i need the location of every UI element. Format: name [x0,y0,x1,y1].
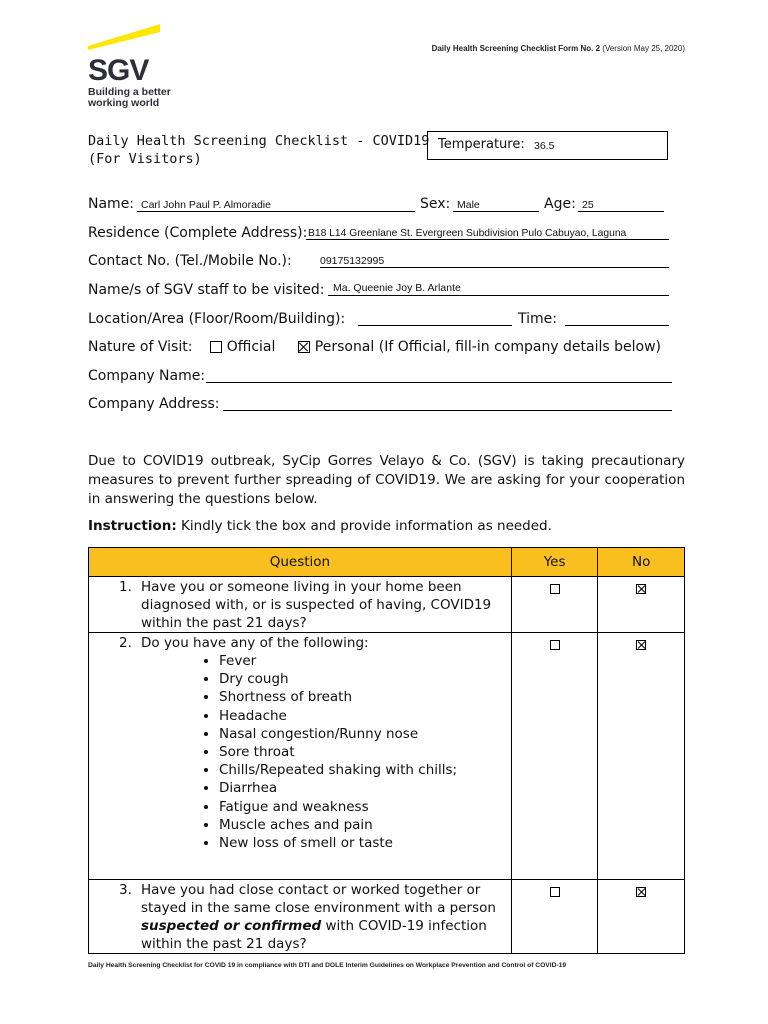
company-name-field[interactable] [206,368,672,383]
age-field[interactable]: 25 [578,197,664,212]
list-item: • Sore throat [219,743,511,761]
instruction: Instruction: Kindly tick the box and provide information as needed. [88,518,552,534]
name-label: Name: [88,196,135,212]
q3-yes-cell [511,880,598,954]
official-checkbox[interactable] [210,341,222,353]
sgv-logo: SGV [88,54,149,87]
q1-no-checkbox[interactable] [636,584,646,594]
staff-label: Name/s of SGV staff to be visited: [88,282,325,298]
q2-yes-checkbox[interactable] [550,640,560,650]
list-item: • Fatigue and weakness [219,798,511,816]
list-item: • Muscle aches and pain [219,816,511,834]
residence-field[interactable]: B18 L14 Greenlane St. Evergreen Subdivision Pulo Cabuyao, Laguna [306,225,669,240]
table-header-row [89,548,685,577]
list-item: • New loss of smell or taste [219,834,511,852]
name-row [88,196,134,212]
q3-no-cell [598,880,685,954]
temperature-value: 36.5 [534,140,555,152]
q3-no-checkbox[interactable] [636,887,646,897]
logo-tagline: Building a better working world [88,86,171,109]
q1-yes-cell [511,577,598,633]
location-label: Location/Area (Floor/Room/Building): [88,311,346,327]
staff-field[interactable]: Ma. Queenie Joy B. Arlante [328,281,669,296]
nature-label: Nature of Visit: [88,339,193,355]
page-title: Daily Health Screening Checklist - COVID19 (For Visitors) [88,133,430,167]
contact-field[interactable]: 09175132995 [320,253,669,268]
sex-field[interactable]: Male [453,197,539,212]
page-footer: Daily Health Screening Checklist for COVID 19 in compliance with DTI and DOLE Interim Guidelines on Workplace Prevention and Control of COVID-19 [88,962,567,969]
sgv-logo-beam-icon [88,22,168,50]
company-name-label: Company Name: [88,368,206,384]
symptom-list [119,652,511,852]
contact-label: Contact No. (Tel./Mobile No.): [88,253,292,269]
nature-of-visit-row [88,339,661,355]
time-label: Time: [518,311,557,327]
q1-no-cell [598,577,685,633]
list-item: • Shortness of breath [219,688,511,706]
temperature-box[interactable] [427,131,668,160]
name-field[interactable]: Carl John Paul P. Almoradie [137,197,415,212]
form-number: Daily Health Screening Checklist Form No. 2 (Version May 25, 2020) [431,44,685,53]
question-3: 3. Have you had close contact or worked together or stayed in the same close environment with a person suspected or confirmed with COVID-19 infection within the past 21 days? [89,880,512,954]
personal-checkbox[interactable] [298,341,310,353]
sex-label: Sex: [420,196,451,212]
list-item: • Fever [219,652,511,670]
header-no: No [598,548,685,577]
header-question: Question [89,548,512,577]
list-item: • Diarrhea [219,779,511,797]
company-address-field[interactable] [223,396,672,411]
official-label: Official [226,339,276,355]
header-yes: Yes [511,548,598,577]
q1-yes-checkbox[interactable] [550,584,560,594]
q2-yes-cell [511,633,598,880]
q2-no-cell [598,633,685,880]
list-item: • Headache [219,707,511,725]
list-item: • Nasal congestion/Runny nose [219,725,511,743]
table-row [89,880,685,954]
table-row [89,633,685,880]
list-item: • Dry cough [219,670,511,688]
q3-yes-checkbox[interactable] [550,887,560,897]
company-address-label: Company Address: [88,396,220,412]
intro-paragraph: Due to COVID19 outbreak, SyCip Gorres Velayo & Co. (SGV) is taking precautionary measures to prevent further spreading of COVID19. We are asking for your cooperation in answering the questions below. [88,453,685,507]
location-field[interactable] [358,311,512,326]
residence-label: Residence (Complete Address): [88,225,308,241]
question-2: 2. Do you have any of the following: • Fever • Dry cough • Shortness of breath • Headache • Nasal congestion/Runny nose • Sore throat • Chills/Repeated shaking with chills; • Diarrhea • Fatigue and weakness • Muscle aches and pain • New loss of smell or taste [89,633,512,880]
q2-no-checkbox[interactable] [636,640,646,650]
screening-table [88,547,685,954]
personal-label: Personal (If Official, fill-in company details below) [314,339,662,355]
list-item: • Chills/Repeated shaking with chills; [219,761,511,779]
temperature-label: Temperature: [438,137,525,152]
table-row [89,577,685,633]
time-field[interactable] [565,311,669,326]
age-label: Age: [544,196,576,212]
question-1: 1. Have you or someone living in your home been diagnosed with, or is suspected of having, COVID19 within the past 21 days? [89,577,512,633]
